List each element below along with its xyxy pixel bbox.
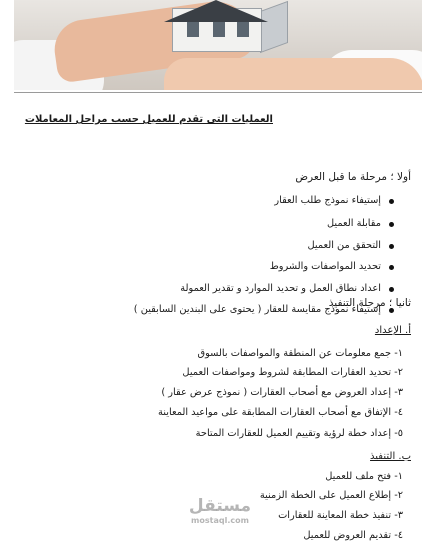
document-title: العمليات التى تقدم للعميل حسب مراحل المعاملات (24, 114, 273, 125)
list-item: مقابلة العميل (327, 217, 381, 231)
house-window (237, 21, 249, 37)
house-window (213, 21, 225, 37)
list-item: إستيفاء نموذج طلب العقار (274, 194, 381, 208)
house-window (187, 21, 199, 37)
section-heading: ثانيا ؛ مرحلة التنفيذ (328, 297, 411, 309)
list-item: ٥- إعداد خطة لرؤية وتقييم العميل للعقارات المتاحة (195, 428, 403, 439)
subsection-heading: ب. التنفيذ (370, 451, 411, 462)
list-item: ٣- تنفيذ خطة المعاينة للعقارات (278, 510, 403, 521)
list-item: ٢- إطلاع العميل على الخطة الزمنية (259, 490, 403, 501)
house-roof (164, 0, 268, 22)
header-image (14, 0, 422, 90)
list-item: ١- جمع معلومات عن المنطقة والمواصفات بالسوق (197, 348, 403, 359)
header-divider (14, 92, 422, 93)
list-item: ٣- إعداد العروض مع أصحاب العقارات ( نموذج عرض عقار ) (161, 387, 403, 398)
hand-bottom (164, 58, 422, 90)
section-heading: أولا ؛ مرحلة ما قبل العرض (295, 171, 411, 183)
watermark-domain: mostaql.com (191, 516, 249, 525)
bullet-icon (389, 222, 394, 227)
list-item: إستيفاء نموذج مقايسة للعقار ( يحتوى على البندين السابقين ) (134, 303, 381, 317)
list-item: ١- فتح ملف للعميل (325, 471, 403, 482)
list-item: التحقق من العميل (307, 239, 381, 253)
bullet-icon (389, 265, 394, 270)
list-item: ٤- الإتفاق مع أصحاب العقارات المطابقة على مواعيد المعاينة (158, 407, 403, 418)
list-item: تحديد المواصفات والشروط (270, 260, 381, 274)
list-item: اعداد نطاق العمل و تحديد الموارد و تقدير العمولة (180, 282, 381, 296)
list-item: ٤- تقديم العروض للعميل (303, 530, 403, 541)
bullet-icon (389, 244, 394, 249)
list-item: ٢- تحديد العقارات المطابقة لشروط ومواصفات العميل (182, 367, 403, 378)
bullet-icon (389, 287, 394, 292)
watermark-name: مستقل (188, 496, 252, 516)
subsection-heading: أ. الإعداد (374, 325, 411, 336)
bullet-icon (389, 199, 394, 204)
watermark-logo (180, 496, 260, 530)
